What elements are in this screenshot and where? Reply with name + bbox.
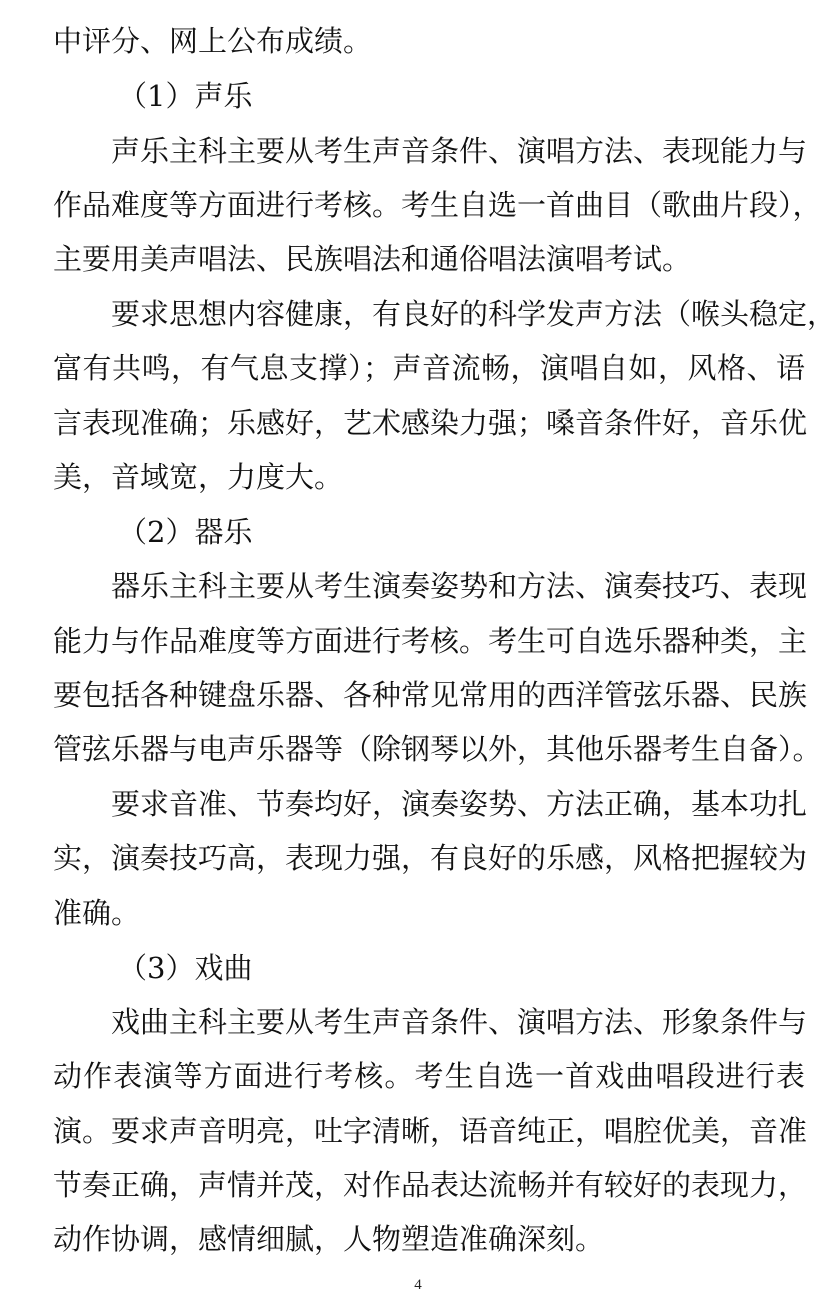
paragraph-line: 美，音域宽，力度大。 bbox=[53, 460, 344, 494]
page-number: 4 bbox=[414, 1277, 422, 1293]
paragraph-line: 器乐主科主要从考生演奏姿势和方法、演奏技巧、表现 bbox=[111, 569, 808, 603]
paragraph-line: 作品难度等方面进行考核。考生自选一首曲目（歌曲片段）， bbox=[53, 188, 822, 222]
paragraph-line: 声乐主科主要从考生声音条件、演唱方法、表现能力与 bbox=[111, 134, 808, 168]
section-heading-vocal: （1）声乐 bbox=[118, 79, 253, 113]
paragraph-line: 管弦乐器与电声乐器等（除钢琴以外，其他乐器考生自备）。 bbox=[53, 732, 822, 766]
paragraph-line: 节奏正确，声情并茂，对作品表达流畅并有较好的表现力， bbox=[53, 1168, 808, 1202]
paragraph-line: 实，演奏技巧高，表现力强，有良好的乐感，风格把握较为 bbox=[53, 841, 808, 875]
section-heading-instrumental: （2）器乐 bbox=[118, 515, 253, 549]
section-heading-opera: （3）戏曲 bbox=[118, 951, 253, 985]
paragraph-line: 富有共鸣，有气息支撑）；声音流畅，演唱自如，风格、语 bbox=[53, 351, 805, 385]
paragraph-line: 要包括各种键盘乐器、各种常见常用的西洋管弦乐器、民族 bbox=[53, 678, 808, 712]
paragraph-line: 准确。 bbox=[53, 896, 141, 930]
paragraph-line: 能力与作品难度等方面进行考核。考生可自选乐器种类，主 bbox=[53, 624, 808, 658]
paragraph-line: 演。要求声音明亮，吐字清晰，语音纯正，唱腔优美，音准 bbox=[53, 1114, 808, 1148]
paragraph-line: 要求音准、节奏均好，演奏姿势、方法正确，基本功扎 bbox=[111, 787, 808, 821]
paragraph-line: 主要用美声唱法、民族唱法和通俗唱法演唱考试。 bbox=[53, 242, 692, 276]
paragraph-line: 要求思想内容健康，有良好的科学发声方法（喉头稳定， bbox=[111, 297, 836, 331]
carryover-line: 中评分、网上公布成绩。 bbox=[53, 24, 373, 58]
paragraph-line: 言表现准确；乐感好，艺术感染力强；嗓音条件好，音乐优 bbox=[53, 406, 808, 440]
paragraph-line: 动作协调，感情细腻，人物塑造准确深刻。 bbox=[53, 1222, 605, 1256]
paragraph-line: 戏曲主科主要从考生声音条件、演唱方法、形象条件与 bbox=[111, 1005, 808, 1039]
paragraph-line: 动作表演等方面进行考核。考生自选一首戏曲唱段进行表 bbox=[53, 1059, 805, 1093]
